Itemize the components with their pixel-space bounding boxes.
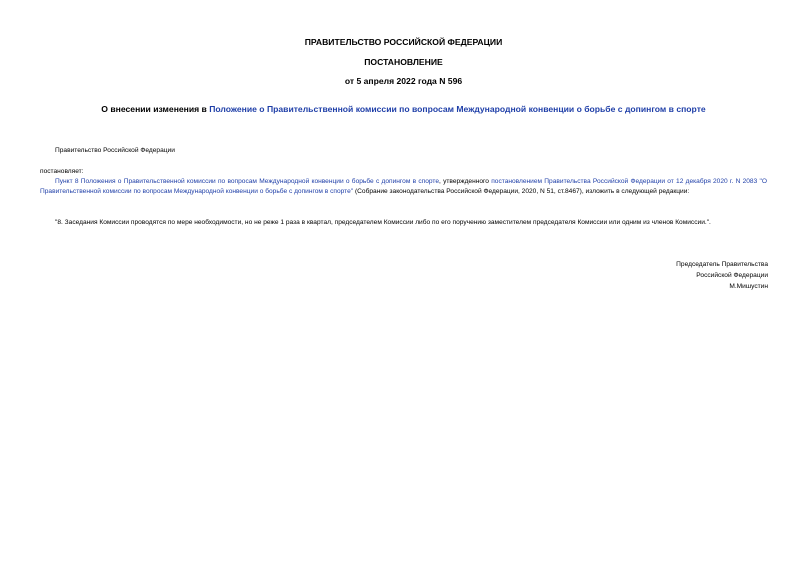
paragraph-new-wording: "8. Заседания Комиссии проводятся по мере необходимости, но не реже 1 раза в квартал, председателем Комиссии либо по его поручению заместителем председателя Комиссии или одним из членов Комиссии.". <box>55 219 711 226</box>
paragraph-amendment-mid: , утвержденного <box>439 178 492 185</box>
signature-position: Председатель Правительства <box>676 261 768 268</box>
link-decree-2083[interactable]: постановлением Правительства Российской Федерации от 12 декабря 2020 г. N 2083 "О Правительственной комиссии по вопросам Международной конвенции о борьбе с допингом в спорте" <box>40 178 767 195</box>
signature-country: Российской Федерации <box>696 272 768 280</box>
signature-block <box>676 259 768 293</box>
signature-name: М.Мишустин <box>729 283 768 291</box>
document-date-number: от 5 апреля 2022 года N 596 <box>344 76 463 86</box>
paragraph-amendment-tail: (Собрание законодательства Российской Федерации, 2020, N 51, ст.8467), изложить в следующей редакции: <box>353 187 690 195</box>
link-clause-8[interactable]: Пункт 8 Положения о Правительственной комиссии по вопросам Международной конвенции о борьбе с допингом в спорте <box>55 178 440 185</box>
document-title <box>40 104 767 114</box>
preamble-government: Правительство Российской Федерации <box>55 147 175 154</box>
document-type-heading: ПОСТАНОВЛЕНИЕ <box>364 57 443 67</box>
title-prefix: О внесении изменения в <box>101 104 210 114</box>
paragraph-amendment <box>40 177 767 196</box>
issuer-heading: ПРАВИТЕЛЬСТВО РОССИЙСКОЙ ФЕДЕРАЦИИ <box>304 37 503 47</box>
title-link[interactable]: Положение о Правительственной комиссии по вопросам Международной конвенции о борьбе с допингом в спорте <box>209 104 706 114</box>
preamble-decrees: постановляет: <box>40 168 84 175</box>
